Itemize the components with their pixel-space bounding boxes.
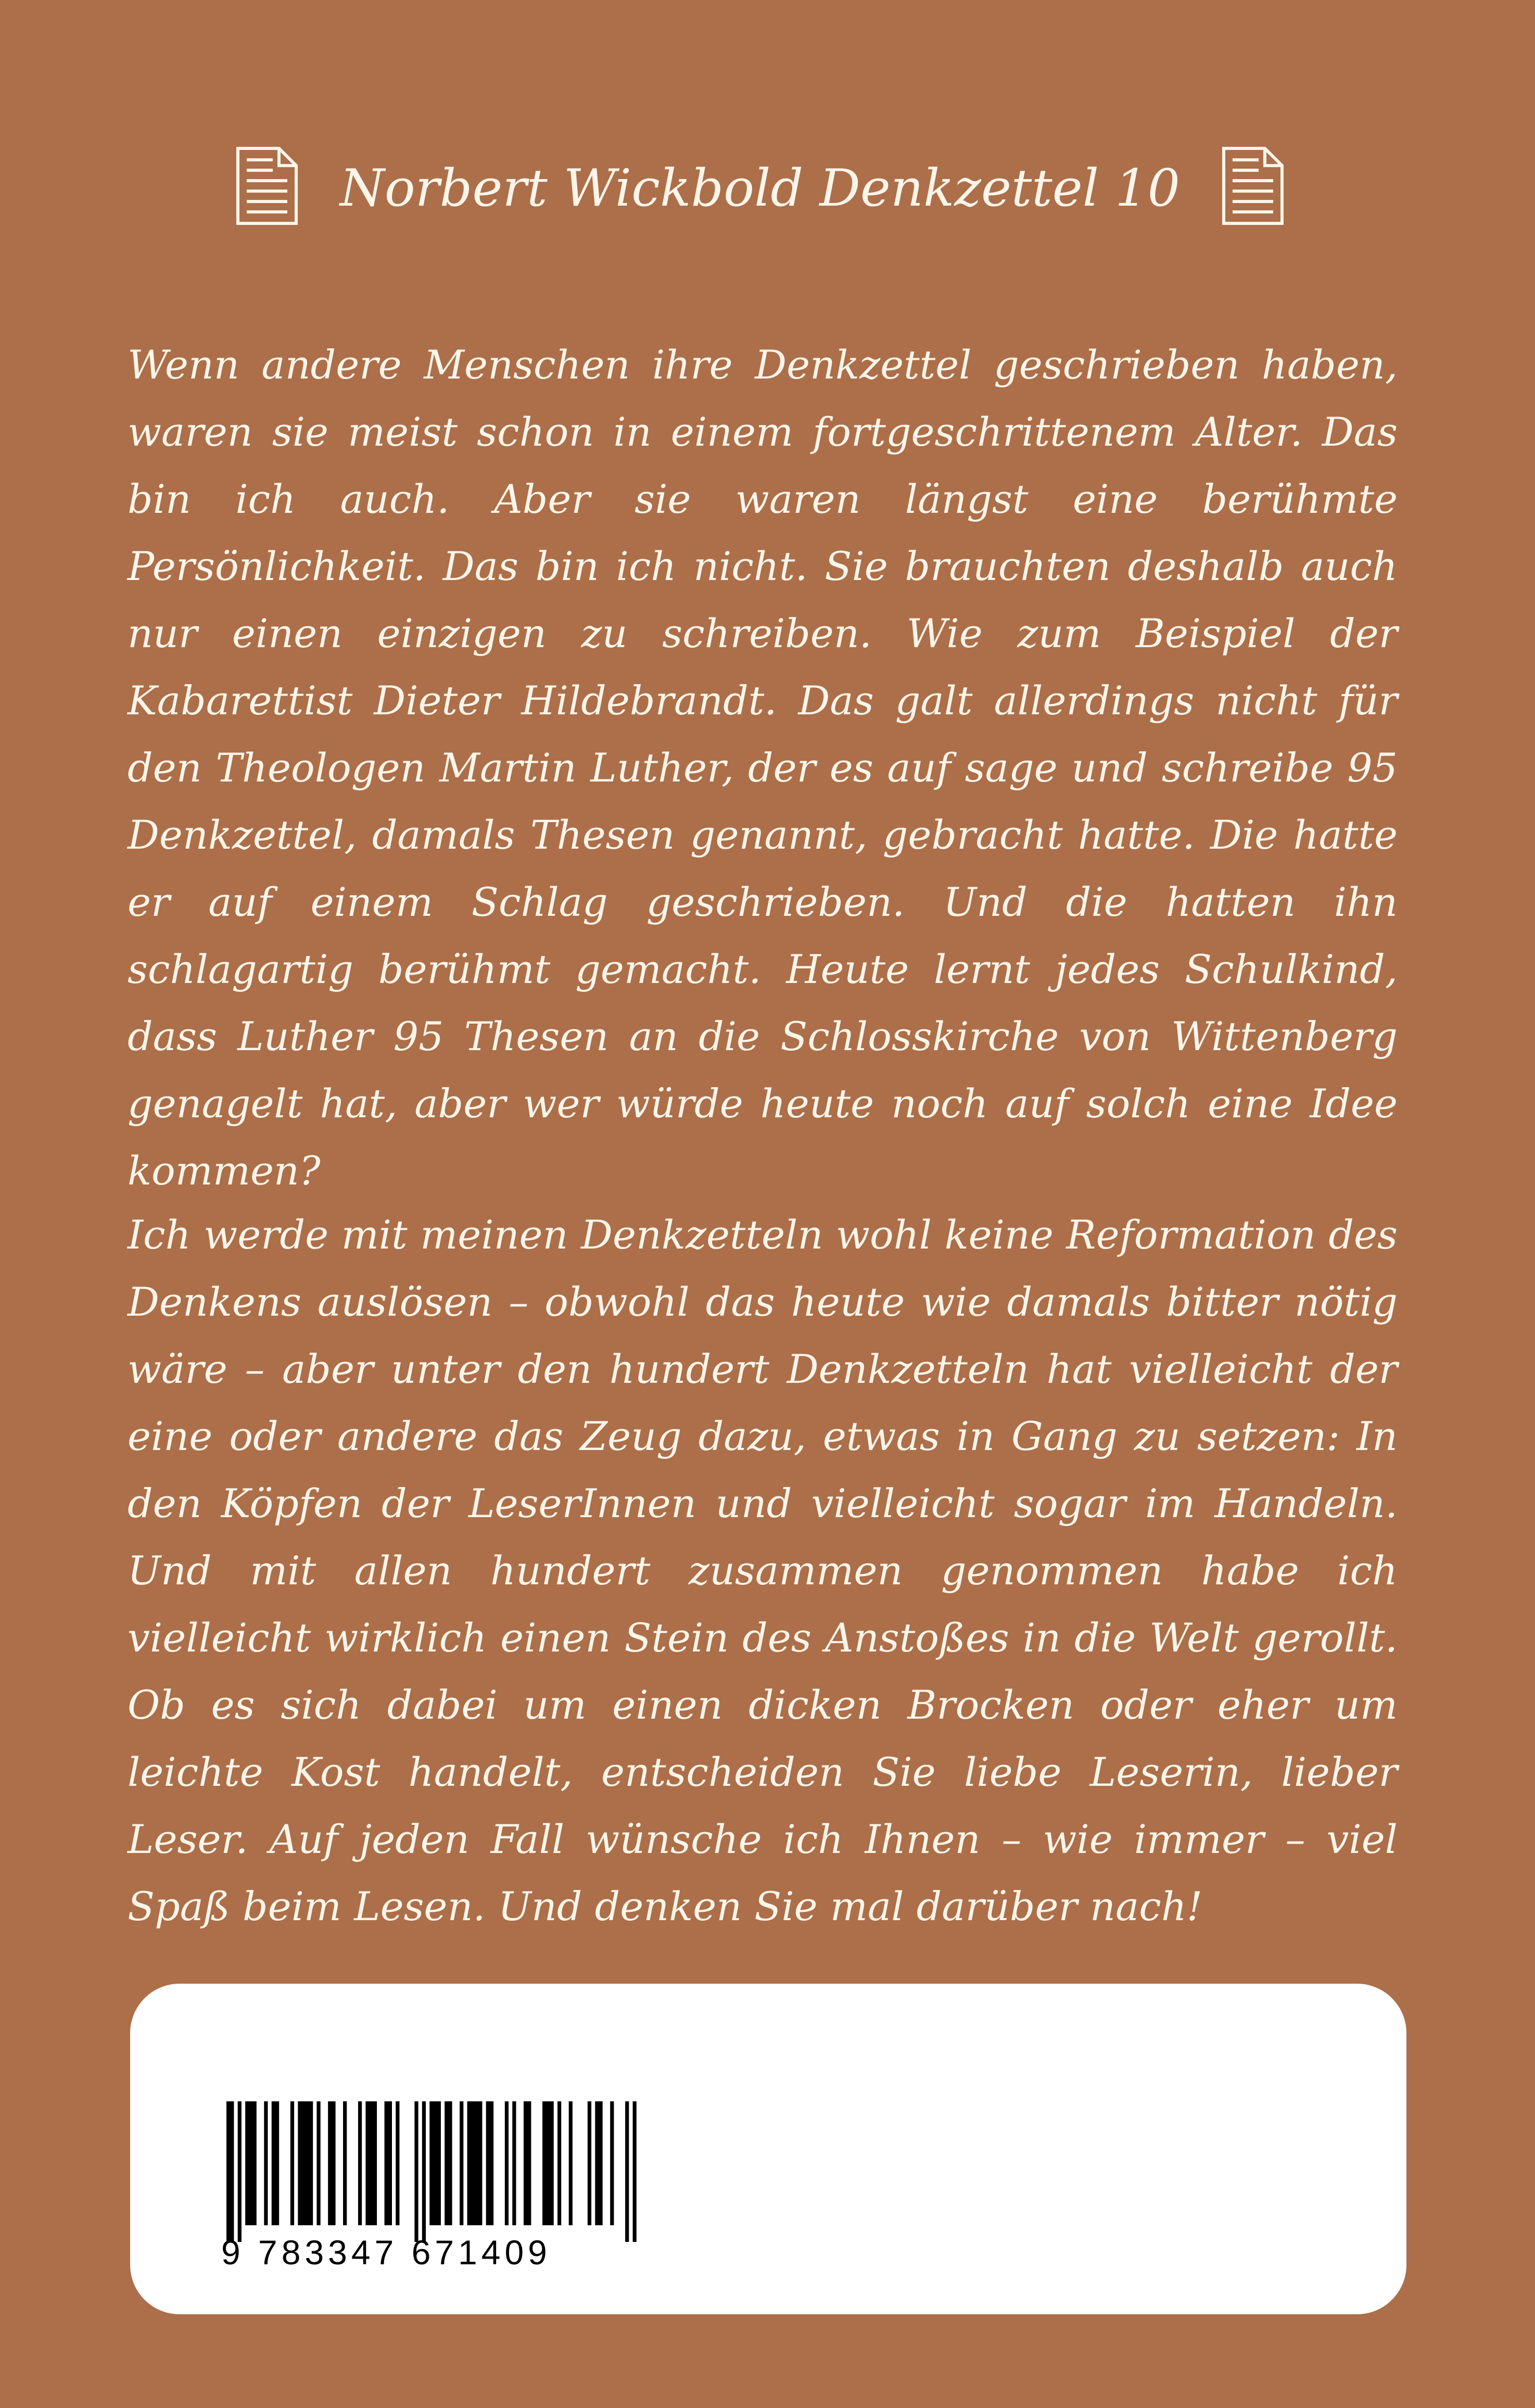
barcode-bar bbox=[328, 2101, 335, 2225]
barcode-bar bbox=[226, 2101, 234, 2242]
barcode-panel bbox=[130, 1984, 1406, 2314]
barcode-bar bbox=[245, 2101, 257, 2225]
barcode-bar bbox=[365, 2101, 377, 2225]
barcode-digits: 9 783347 671409 bbox=[221, 2233, 551, 2272]
barcode-bar bbox=[610, 2101, 614, 2225]
barcode-bar bbox=[595, 2101, 602, 2225]
barcode-bar bbox=[396, 2101, 399, 2225]
barcode-bar bbox=[414, 2101, 418, 2242]
barcode-bar bbox=[486, 2101, 493, 2225]
barcode-bar bbox=[625, 2101, 629, 2242]
barcode-bar bbox=[272, 2101, 279, 2225]
isbn-barcode bbox=[221, 2101, 640, 2272]
barcode-bar bbox=[343, 2101, 347, 2225]
barcode-bar bbox=[385, 2101, 392, 2225]
barcode-bar bbox=[445, 2101, 452, 2225]
barcode-bar bbox=[238, 2101, 242, 2242]
document-icon bbox=[1221, 146, 1285, 226]
barcode-bar bbox=[358, 2101, 362, 2225]
barcode-bar bbox=[633, 2101, 637, 2242]
document-icon bbox=[235, 146, 299, 226]
barcode-bar bbox=[290, 2101, 294, 2225]
title-row bbox=[0, 146, 1535, 239]
barcode-bar bbox=[422, 2101, 426, 2242]
barcode-bar bbox=[524, 2101, 531, 2225]
blurb-paragraph: Ich werde mit meinen Denkzetteln wohl keine Reformation des Denkens auslösen – obwohl das heute wie damals bitter nötig wäre – aber unter den hundert Denkzetteln hat vielleicht der eine oder andere das Zeug dazu, etwas in Gang zu setzen: In den Köpfen der LeserInnen und vielleicht sogar im Handeln. Und mit allen hundert zusammen genommen habe ich vielleicht wirklich einen Stein des Anstoßes in die Welt gerollt. Ob es sich dabei um einen dicken Brocken oder eher um leichte Kost handelt, entscheiden Sie liebe Leserin, lieber Leser. Auf jeden Fall wünsche ich Ihnen – wie immer – viel Spaß beim Lesen. Und denken Sie mal darüber nach! bbox=[128, 1212, 1398, 1930]
barcode-bar bbox=[588, 2101, 591, 2225]
barcode-bar bbox=[512, 2101, 516, 2225]
book-title: Norbert Wickbold Denkzettel 10 bbox=[340, 159, 1180, 218]
barcode-bar bbox=[264, 2101, 268, 2225]
barcode-bar bbox=[569, 2101, 573, 2225]
barcode-bar bbox=[557, 2101, 561, 2225]
barcode-bars bbox=[226, 2101, 640, 2242]
barcode-bar bbox=[467, 2101, 483, 2225]
blurb-paragraph: Wenn andere Menschen ihre Denkzettel geschrieben haben, waren sie meist schon in einem fortgeschrittenem Alter. Das bin ich auch. Aber sie waren längst eine berühmte Persönlichkeit. Das bin ich nicht. Sie brauchten deshalb auch nur einen einzigen zu schreiben. Wie zum Beispiel der Kabarettist Dieter Hildebrandt. Das galt allerdings nicht für den Theologen Martin Luther, der es auf sage und schreibe 95 Denkzettel, damals Thesen genannt, gebracht hatte. Die hatte er auf einem Schlag geschrieben. Und die hatten ihn schlagartig berühmt gemacht. Heute lernt jedes Schulkind, dass Luther 95 Thesen an die Schlosskirche von Wittenberg genagelt hat, aber wer würde heute noch auf solch eine Idee kommen? bbox=[128, 342, 1398, 1194]
barcode-bar bbox=[505, 2101, 509, 2225]
barcode-bar bbox=[429, 2101, 441, 2225]
barcode-bar bbox=[460, 2101, 463, 2225]
barcode-bar bbox=[542, 2101, 554, 2225]
barcode-bar bbox=[316, 2101, 320, 2225]
barcode-bar bbox=[298, 2101, 313, 2225]
